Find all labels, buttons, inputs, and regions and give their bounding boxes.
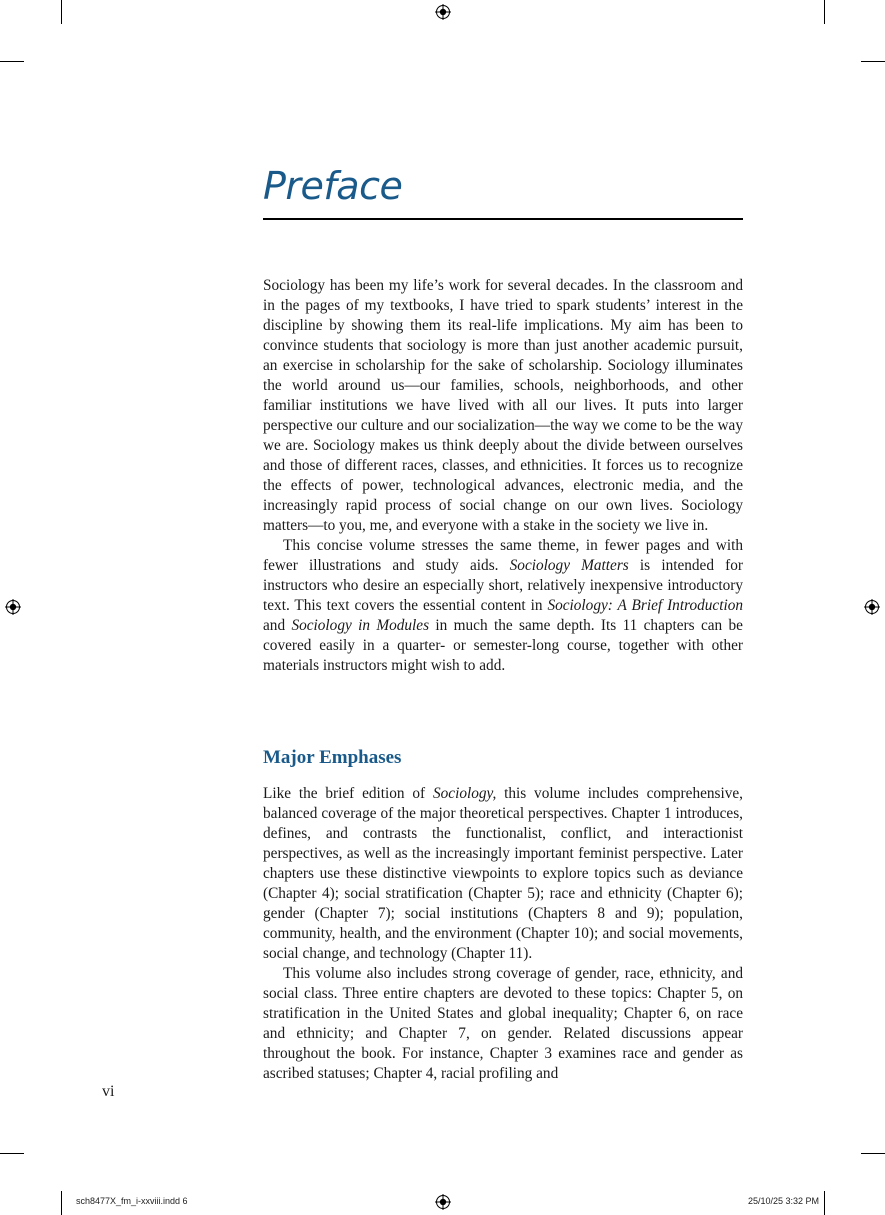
crop-mark [0,1153,24,1154]
intro-paragraph-2: This concise volume stresses the same theme, in fewer pages and with fewer illustrations and study aids. Sociology Matters is intended for instructors who desire an especially short, relatively inexpensive introductory text. This text covers the essential content in Sociology: A Brief Introduction and Sociology in Modules in much the same depth. Its 11 chapters can be covered easily in a quarter- or semester-long course, together with other materials instructors might wish to add. [263,537,744,674]
emphases-text [263,784,743,1084]
section-heading: Major Emphases [263,747,402,768]
slug-timestamp: 25/10/25 3:32 PM [747,1196,819,1206]
crop-mark [824,1191,825,1215]
page-title: Preface [263,164,403,208]
registration-mark-icon [435,4,451,20]
emphases-paragraph-2: This volume also includes strong coverage of gender, race, ethnicity, and social class. Three entire chapters are devoted to these topics: Chapter 5, on stratification in the United States and global inequality; Chapter 6, on race and ethnicity; and Chapter 7, on gender. Related discussions appear throughout the book. For instance, Chapter 3 examines race and gender as ascribed statuses; Chapter 4, racial profiling and [263,965,743,1082]
title-rule [263,218,743,220]
slug-filename: sch8477X_fm_i-xxviii.indd 6 [76,1196,188,1206]
registration-mark-icon [435,1194,451,1210]
crop-mark [861,1153,885,1154]
crop-mark [61,0,62,24]
registration-mark-icon [5,599,21,615]
emphases-paragraph-1: Like the brief edition of Sociology, this volume includes comprehensive, balanced coverage of the major theoretical perspectives. Chapter 1 introduces, defines, and contrasts the functionalist, conflict, and interactionist perspectives, as well as the increasingly important feminist perspective. Later chapters use these distinctive viewpoints to explore topics such as deviance (Chapter 4); social stratification (Chapter 5); race and ethnicity (Chapter 6); gender (Chapter 7); social institutions (Chapters 8 and 9); population, community, health, and the environment (Chapter 10); and social movements, social change, and technology (Chapter 11). [263,785,743,962]
page-number: vi [102,1083,115,1100]
crop-mark [861,61,885,62]
registration-mark-icon [864,599,880,615]
intro-paragraph-1: Sociology has been my life’s work for several decades. In the classroom and in the pages of my textbooks, I have tried to spark students’ interest in the discipline by showing them its real-life implications. My aim has been to convince students that sociology is more than just another academic pursuit, an exercise in scholarship for the sake of scholarship. Sociology illuminates the world around us—our families, schools, neighborhoods, and other familiar institutions we have lived with all our lives. It puts into larger perspective our culture and our socialization—the way we come to be the way we are. Sociology makes us think deeply about the divide between ourselves and those of different races, classes, and ethnicities. It forces us to recognize the effects of power, technological advances, electronic media, and the increasingly rapid process of social change on our own lives. Sociology matters—to you, me, and everyone with a stake in the society we live in. [263,277,743,534]
crop-mark [61,1191,62,1215]
intro-text [263,276,743,676]
crop-mark [0,61,24,62]
crop-mark [824,0,825,24]
